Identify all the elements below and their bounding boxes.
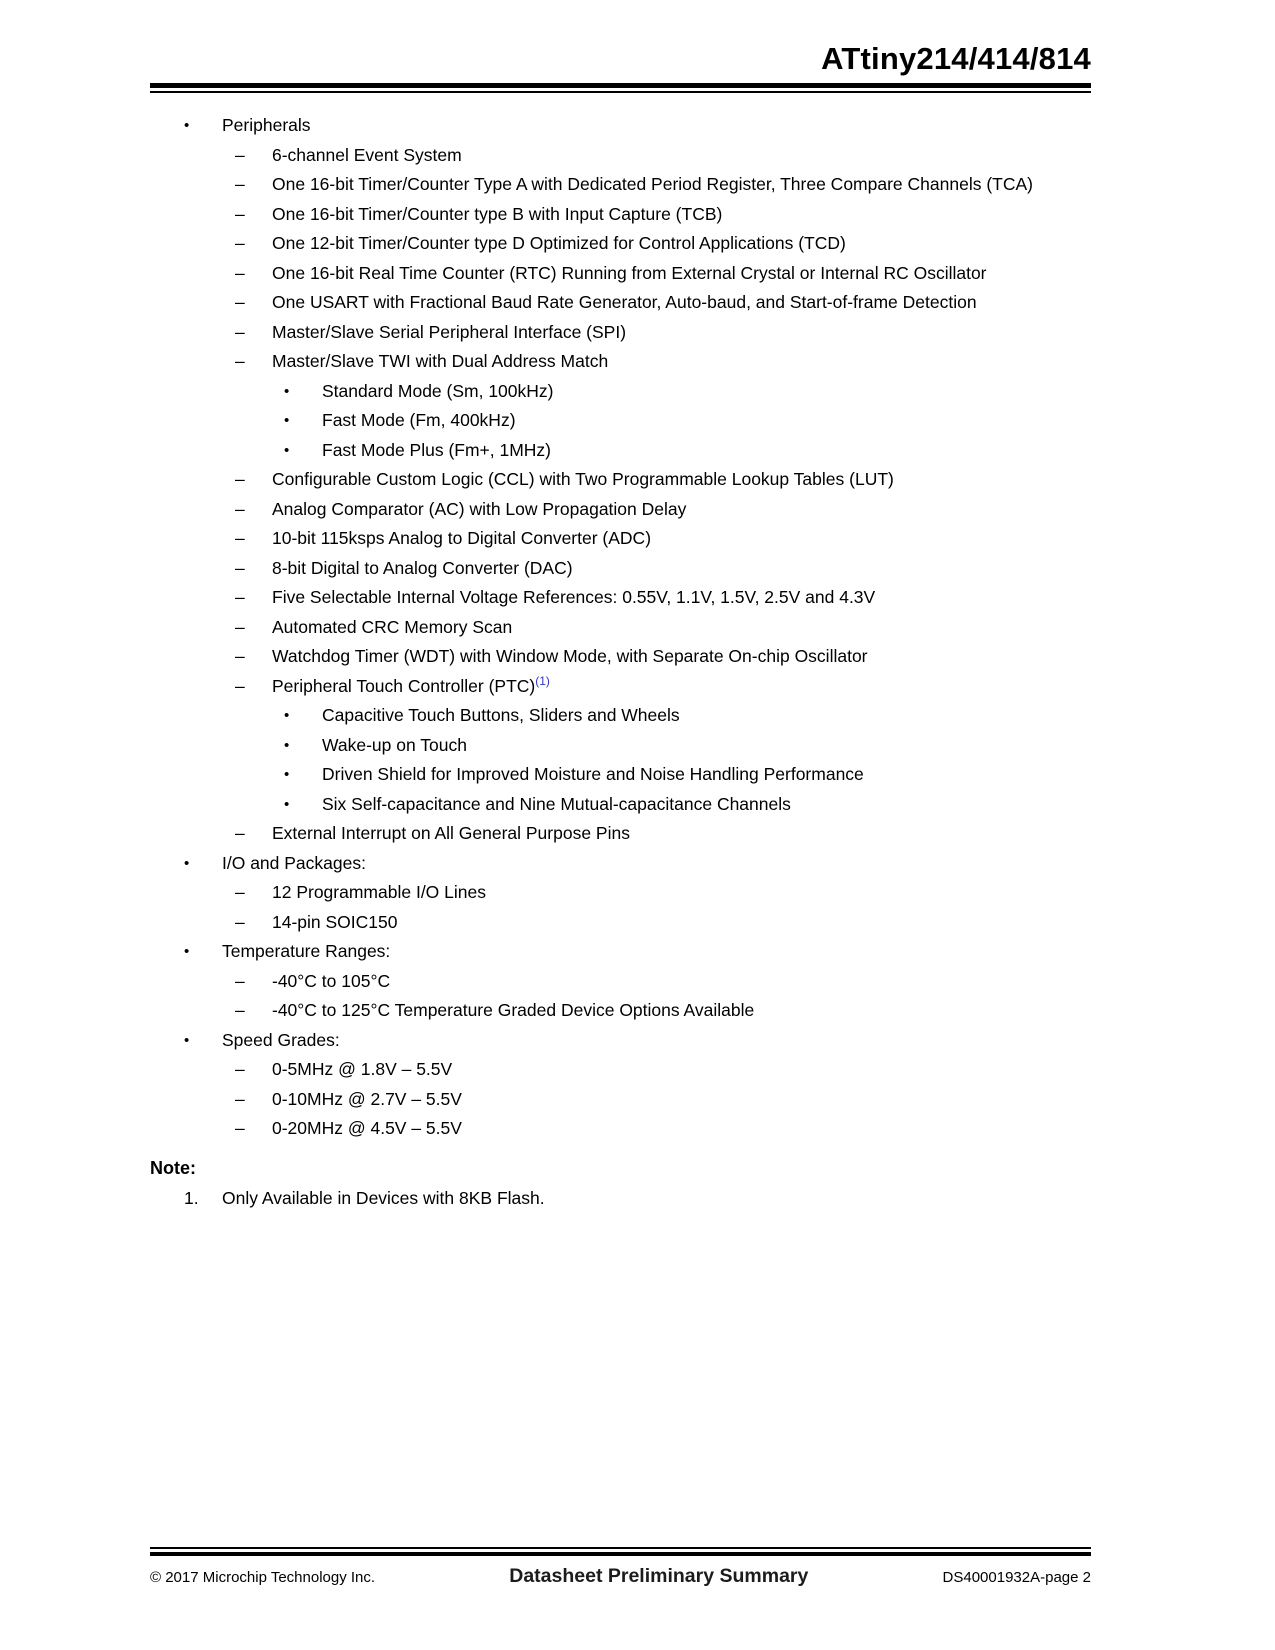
list-item-text: Peripheral Touch Controller (PTC) (272, 675, 536, 696)
footer-doc-type: Datasheet Preliminary Summary (509, 1565, 809, 1587)
document-title: ATtiny214/414/814 (821, 41, 1091, 76)
list-item (150, 200, 1091, 230)
bullet-marker: • (284, 736, 290, 754)
list-item-body (272, 642, 1091, 672)
dash-marker: – (235, 351, 245, 371)
list-item-text: Automated CRC Memory Scan (272, 616, 513, 637)
dash-marker: – (235, 498, 245, 519)
list-item (150, 465, 1091, 495)
list-item-text: One 12-bit Timer/Counter type D Optimized for Control Applications (TCD) (272, 233, 846, 253)
list-item-text: Watchdog Timer (WDT) with Window Mode, with Separate On-chip Oscillator (272, 646, 868, 666)
list-item-body (272, 819, 1091, 849)
list-item-body (322, 436, 1091, 466)
list-item-body (272, 1114, 1091, 1144)
list-item-body (272, 1085, 1091, 1115)
list-item-text: Configurable Custom Logic (CCL) with Two Programmable Lookup Tables (LUT) (272, 469, 894, 489)
list-item-body (272, 170, 1091, 200)
list-item-text: External Interrupt on All General Purpose Pins (272, 823, 630, 843)
list-item-text: 8-bit Digital to Analog Converter (DAC) (272, 557, 573, 578)
list-item-text: Capacitive Touch Buttons, Sliders and Wheels (322, 705, 680, 725)
list-item-body (272, 200, 1091, 230)
list-item (150, 170, 1091, 200)
bullet-marker: • (184, 943, 190, 960)
list-item-text: Driven Shield for Improved Moisture and Noise Handling Performance (322, 764, 864, 784)
dash-marker: – (235, 203, 245, 224)
list-item-body (272, 672, 1091, 702)
dash-marker: – (235, 469, 245, 489)
list-item (150, 1026, 1091, 1056)
footer-rule-thin (150, 1547, 1091, 1549)
list-item-body (322, 377, 1091, 407)
list-item-body (222, 1026, 1091, 1056)
dash-marker: – (235, 292, 245, 312)
bullet-marker: • (284, 441, 290, 459)
bullet-marker: • (284, 382, 290, 400)
note-label: Note: (150, 1157, 196, 1178)
list-item (150, 701, 1091, 731)
list-item (150, 583, 1091, 613)
bullet-marker: • (284, 707, 290, 724)
list-item (150, 760, 1091, 790)
dash-marker: – (235, 233, 245, 253)
list-item (150, 229, 1091, 259)
list-item-text: Temperature Ranges: (222, 941, 391, 961)
list-item-text: One 16-bit Real Time Counter (RTC) Running from External Crystal or Internal RC Oscillator (272, 262, 987, 283)
dash-marker: – (235, 557, 245, 578)
page-header (150, 42, 1091, 93)
list-item (150, 613, 1091, 643)
list-item-text: I/O and Packages: (222, 852, 366, 873)
note-item (150, 1183, 1091, 1213)
list-item (150, 288, 1091, 318)
list-item (150, 347, 1091, 377)
list-item-text: One 16-bit Timer/Counter Type A with Dedicated Period Register, Three Compare Channels (TCA) (272, 174, 1033, 194)
list-item (150, 436, 1091, 466)
bullet-marker: • (184, 854, 190, 872)
bullet-marker: • (184, 1031, 190, 1049)
list-item (150, 937, 1091, 967)
list-item-body (322, 790, 1091, 820)
list-item (150, 1085, 1091, 1115)
list-item-text: -40°C to 105°C (272, 970, 391, 991)
list-item-text: Six Self-capacitance and Nine Mutual-capacitance Channels (322, 793, 791, 814)
list-item-body (272, 495, 1091, 525)
footer-rule-thick (150, 1552, 1091, 1556)
list-item-body (272, 583, 1091, 613)
list-item-body (272, 1055, 1091, 1085)
footnote-ref-link[interactable]: (1) (535, 673, 550, 688)
list-item-text: 10-bit 115ksps Analog to Digital Converter (ADC) (272, 528, 652, 548)
list-item-body (322, 406, 1091, 436)
note-item-number: 1. (184, 1187, 199, 1208)
list-item-body (322, 731, 1091, 761)
list-item-text: -40°C to 125°C Temperature Graded Device Options Available (272, 1000, 755, 1020)
header-rule-thick (150, 83, 1091, 88)
bullet-marker: • (284, 766, 290, 783)
list-item-text: One USART with Fractional Baud Rate Generator, Auto-baud, and Start-of-frame Detection (272, 292, 977, 312)
list-item-text: Wake-up on Touch (322, 734, 467, 755)
list-item (150, 1055, 1091, 1085)
list-item (150, 967, 1091, 997)
dash-marker: – (235, 321, 245, 342)
dash-marker: – (235, 262, 245, 283)
note-section (150, 1153, 1091, 1213)
list-item (150, 406, 1091, 436)
list-item-body (272, 967, 1091, 997)
dash-marker: – (235, 675, 245, 696)
list-item-body (272, 465, 1091, 495)
list-item (150, 1114, 1091, 1144)
list-item-text: 0-10MHz @ 2.7V – 5.5V (272, 1088, 462, 1109)
list-item (150, 819, 1091, 849)
dash-marker: – (235, 1000, 245, 1020)
list-item (150, 259, 1091, 289)
list-item-text: 6-channel Event System (272, 144, 462, 165)
list-item (150, 554, 1091, 584)
list-item (150, 672, 1091, 702)
bullet-marker: • (184, 117, 190, 134)
list-item-text: Five Selectable Internal Voltage References: 0.55V, 1.1V, 1.5V, 2.5V and 4.3V (272, 587, 876, 607)
page-footer (150, 1547, 1091, 1588)
list-item-text: Fast Mode (Fm, 400kHz) (322, 410, 516, 430)
list-item-body (322, 760, 1091, 790)
page-content (150, 111, 1091, 1213)
dash-marker: – (235, 911, 245, 932)
list-item-body (272, 524, 1091, 554)
feature-list (150, 111, 1091, 1144)
list-item-body (272, 554, 1091, 584)
list-item (150, 318, 1091, 348)
list-item (150, 996, 1091, 1026)
list-item-text: 12 Programmable I/O Lines (272, 882, 486, 902)
list-item-text: Peripherals (222, 115, 311, 135)
list-item-text: 0-20MHz @ 4.5V – 5.5V (272, 1118, 462, 1138)
list-item (150, 878, 1091, 908)
note-item-text: Only Available in Devices with 8KB Flash. (222, 1187, 545, 1208)
dash-marker: – (235, 882, 245, 902)
list-item-text: 14-pin SOIC150 (272, 911, 398, 932)
list-item-body (222, 111, 1091, 141)
dash-marker: – (235, 1118, 245, 1138)
dash-marker: – (235, 616, 245, 637)
footer-doc-id-page: DS40001932A-page 2 (942, 1569, 1091, 1586)
list-item (150, 790, 1091, 820)
list-item-text: Speed Grades: (222, 1029, 340, 1050)
list-item-body (272, 229, 1091, 259)
list-item (150, 731, 1091, 761)
list-item-body (272, 347, 1091, 377)
bullet-marker: • (284, 795, 290, 813)
header-rule-thin (150, 91, 1091, 93)
dash-marker: – (235, 823, 245, 843)
list-item-body (272, 908, 1091, 938)
dash-marker: – (235, 587, 245, 607)
list-item-text: Analog Comparator (AC) with Low Propagation Delay (272, 498, 687, 519)
list-item-body (272, 259, 1091, 289)
list-item-text: One 16-bit Timer/Counter type B with Input Capture (TCB) (272, 203, 723, 224)
dash-marker: – (235, 174, 245, 194)
list-item (150, 377, 1091, 407)
list-item-text: Master/Slave TWI with Dual Address Match (272, 351, 609, 371)
list-item (150, 849, 1091, 879)
dash-marker: – (235, 1088, 245, 1109)
bullet-marker: • (284, 412, 290, 429)
list-item-body (222, 937, 1091, 967)
list-item-body (272, 288, 1091, 318)
list-item-body (272, 996, 1091, 1026)
dash-marker: – (235, 970, 245, 991)
list-item-body (322, 701, 1091, 731)
dash-marker: – (235, 646, 245, 666)
list-item-body (272, 318, 1091, 348)
list-item (150, 642, 1091, 672)
list-item-body (272, 878, 1091, 908)
dash-marker: – (235, 1059, 245, 1079)
list-item (150, 908, 1091, 938)
list-item-text: 0-5MHz @ 1.8V – 5.5V (272, 1059, 453, 1079)
list-item-text: Master/Slave Serial Peripheral Interface (SPI) (272, 321, 627, 342)
dash-marker: – (235, 528, 245, 548)
list-item-body (272, 141, 1091, 171)
list-item (150, 495, 1091, 525)
footer-copyright: © 2017 Microchip Technology Inc. (150, 1569, 376, 1586)
list-item-body (272, 613, 1091, 643)
list-item-text: Fast Mode Plus (Fm+, 1MHz) (322, 439, 552, 460)
list-item-text: Standard Mode (Sm, 100kHz) (322, 380, 554, 401)
list-item (150, 141, 1091, 171)
list-item (150, 524, 1091, 554)
list-item-body (222, 849, 1091, 879)
list-item (150, 111, 1091, 141)
dash-marker: – (235, 144, 245, 165)
